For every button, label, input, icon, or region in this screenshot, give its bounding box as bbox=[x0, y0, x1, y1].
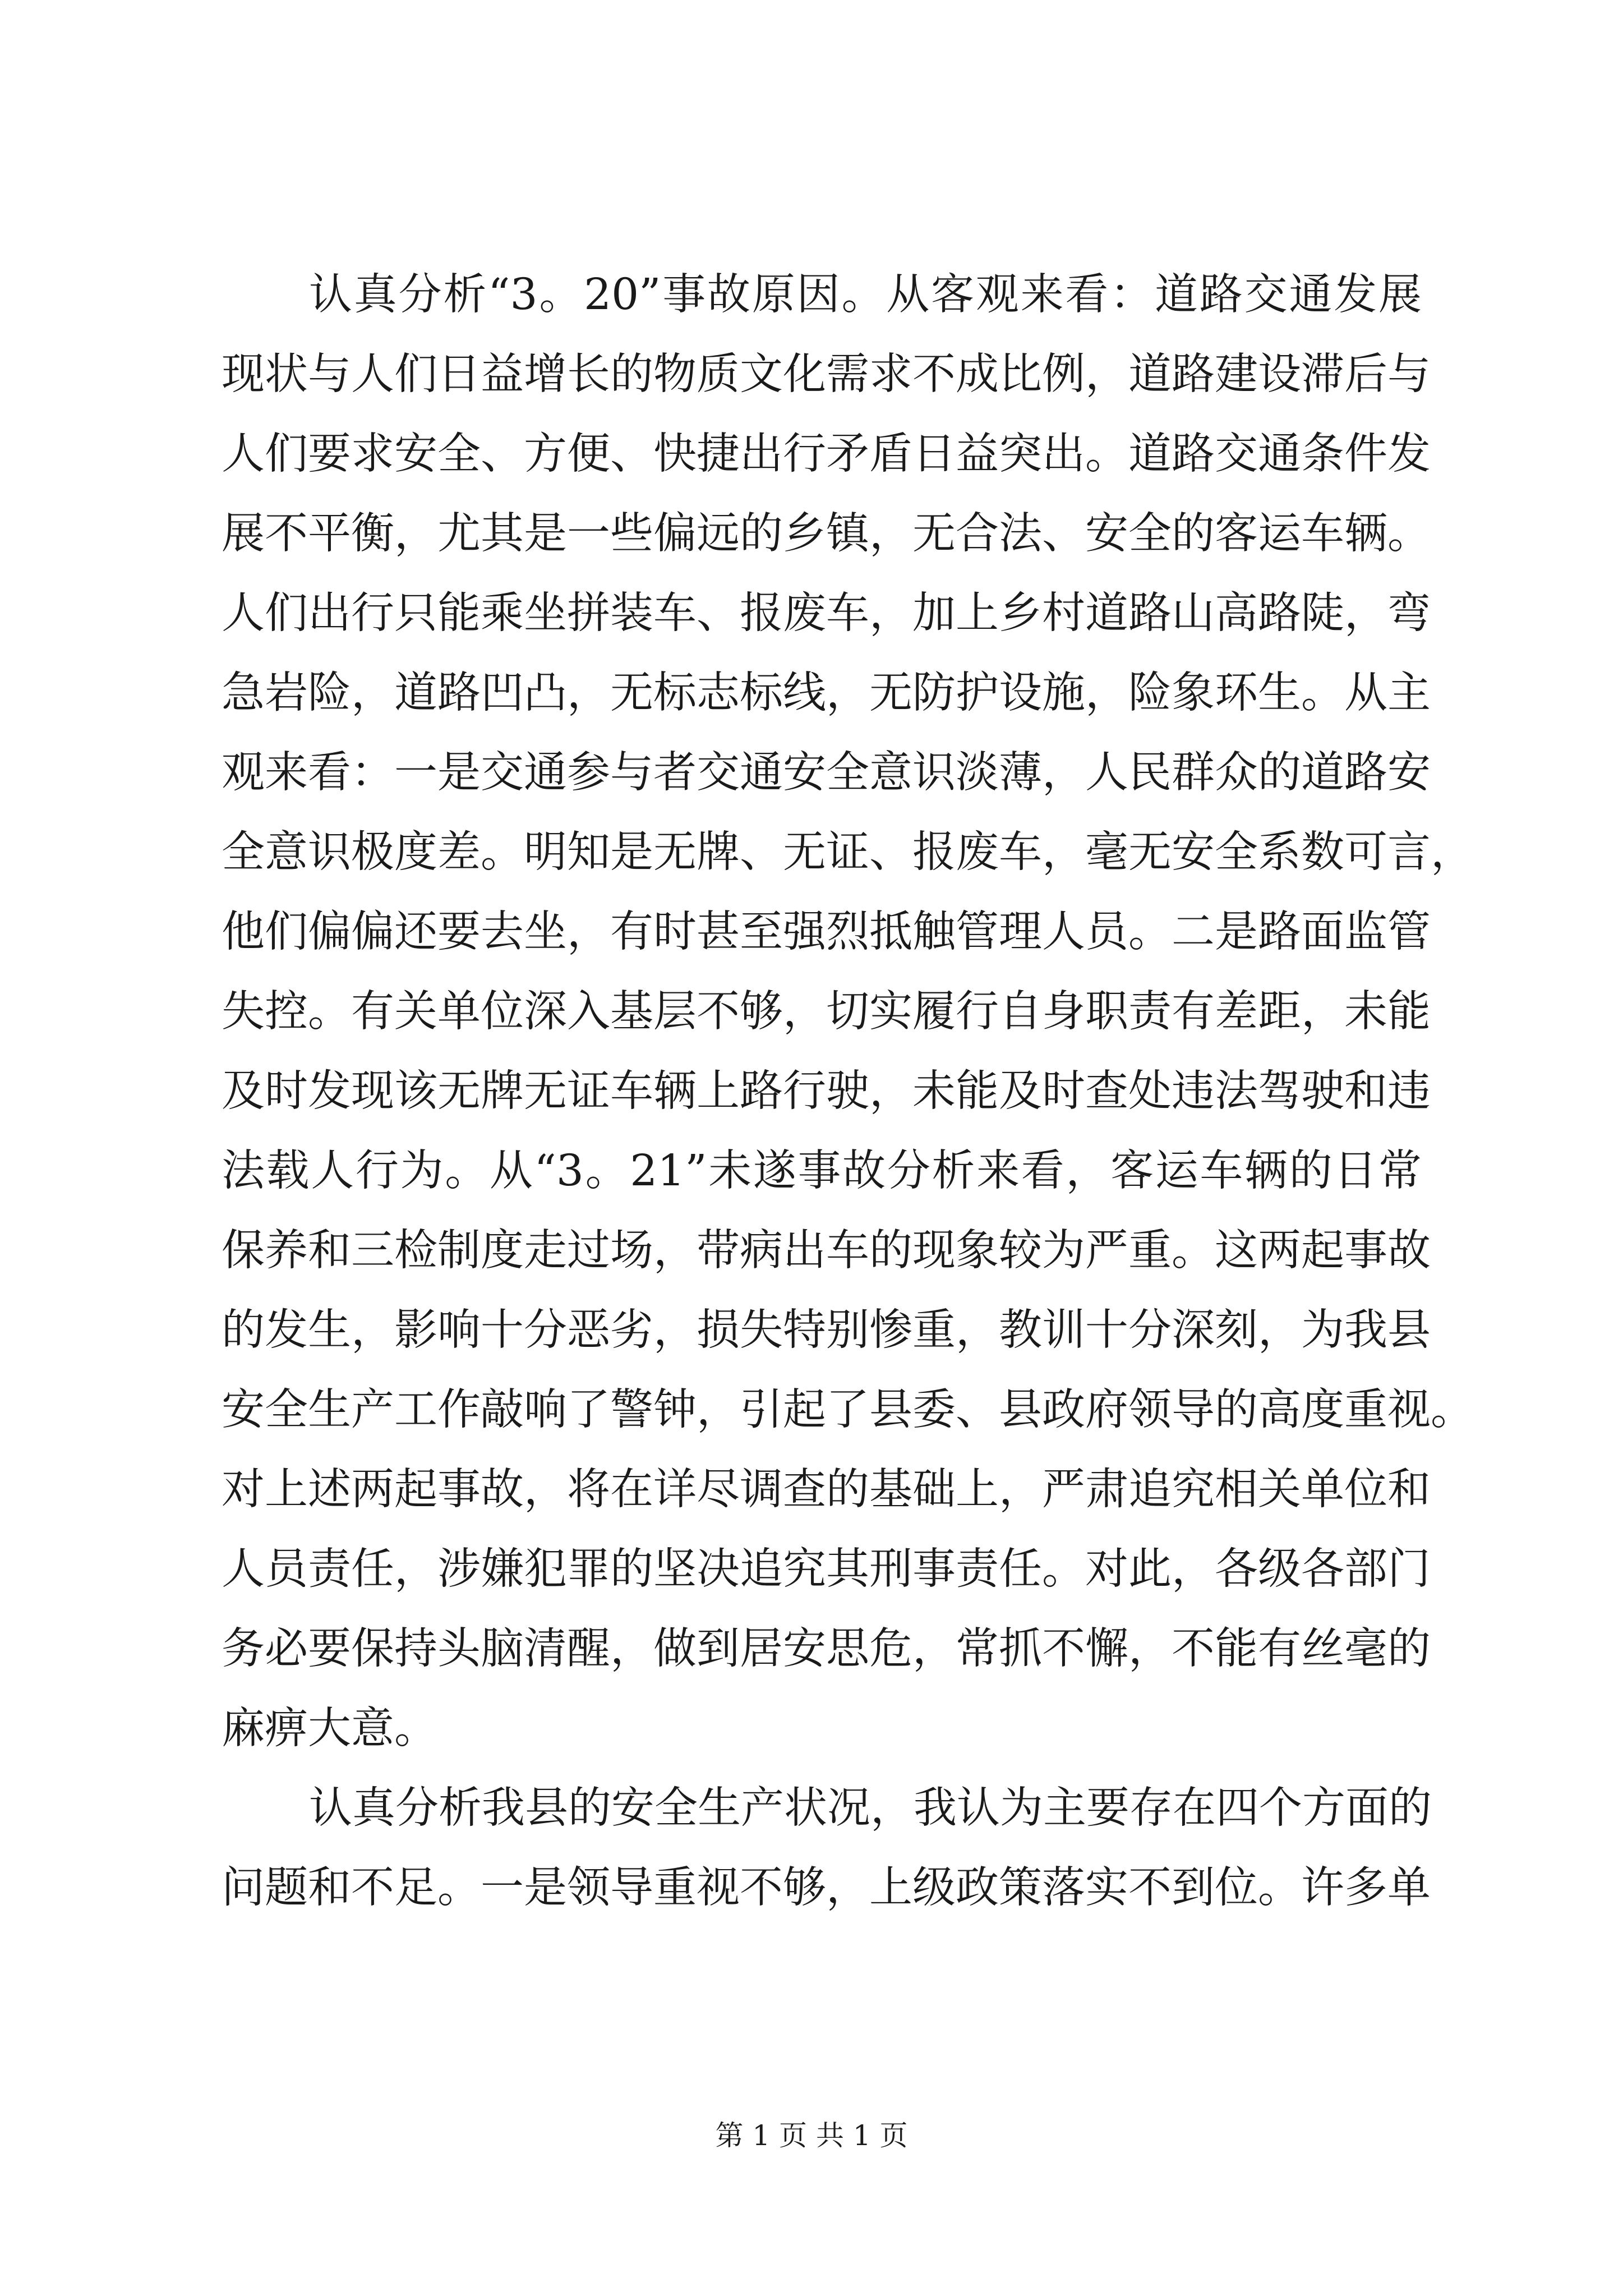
paragraph-2-line-1: 认真分析我县的安全生产状况，我认为主要存在四个方面的 bbox=[309, 1783, 1432, 1833]
paragraph-1-line-1: 认真分析“3。20”事故原因。从客观来看：道路交通发展 bbox=[309, 270, 1422, 320]
page-footer bbox=[0, 2116, 1623, 2155]
paragraph-1-line-10: 失控。有关单位深入基层不够，切实履行自身职责有差距，未能 bbox=[222, 987, 1431, 1037]
paragraph-1-line-7: 观来看：一是交通参与者交通安全意识淡薄，人民群众的道路安 bbox=[222, 748, 1431, 798]
paragraph-1-line-17: 人员责任，涉嫌犯罪的坚决追究其刑事责任。对此，各级各部门 bbox=[222, 1544, 1431, 1594]
paragraph-2-line-2: 问题和不足。一是领导重视不够，上级政策落实不到位。许多单 bbox=[222, 1863, 1431, 1913]
paragraph-1-line-5: 人们出行只能乘坐拼装车、报废车，加上乡村道路山高路陡，弯 bbox=[222, 588, 1431, 638]
paragraph-1-line-2: 现状与人们日益增长的物质文化需求不成比例，道路建设滞后与 bbox=[222, 349, 1431, 399]
page-number-label: 第 1 页 共 1 页 bbox=[715, 2119, 908, 2152]
paragraph-1-line-3: 人们要求安全、方便、快捷出行矛盾日益突出。道路交通条件发 bbox=[222, 429, 1431, 479]
paragraph-1-line-8: 全意识极度差。明知是无牌、无证、报废车，毫无安全系数可言， bbox=[222, 827, 1474, 877]
paragraph-1-line-6: 急岩险，道路凹凸，无标志标线，无防护设施，险象环生。从主 bbox=[222, 668, 1431, 718]
paragraph-1-line-12: 法载人行为。从“3。21”未遂事故分析来看，客运车辆的日常 bbox=[222, 1146, 1422, 1196]
paragraph-1-line-4: 展不平衡，尤其是一些偏远的乡镇，无合法、安全的客运车辆。 bbox=[222, 509, 1431, 559]
paragraph-1-line-13: 保养和三检制度走过场，带病出车的现象较为严重。这两起事故 bbox=[222, 1226, 1431, 1276]
paragraph-1-line-18: 务必要保持头脑清醒，做到居安思危，常抓不懈，不能有丝毫的 bbox=[222, 1624, 1431, 1674]
paragraph-1-line-9: 他们偏偏还要去坐，有时甚至强烈抵触管理人员。二是路面监管 bbox=[222, 907, 1431, 957]
paragraph-1-line-11: 及时发现该无牌无证车辆上路行驶，未能及时查处违法驾驶和违 bbox=[222, 1066, 1431, 1116]
paragraph-1-line-15: 安全生产工作敲响了警钟，引起了县委、县政府领导的高度重视。 bbox=[222, 1385, 1474, 1435]
paragraph-1-line-14: 的发生，影响十分恶劣，损失特别惨重，教训十分深刻，为我县 bbox=[222, 1305, 1431, 1355]
body-text bbox=[222, 255, 1474, 1928]
paragraph-1-line-16: 对上述两起事故，将在详尽调查的基础上，严肃追究相关单位和 bbox=[222, 1465, 1431, 1515]
paragraph-1-line-19: 麻痹大意。 bbox=[222, 1704, 437, 1754]
